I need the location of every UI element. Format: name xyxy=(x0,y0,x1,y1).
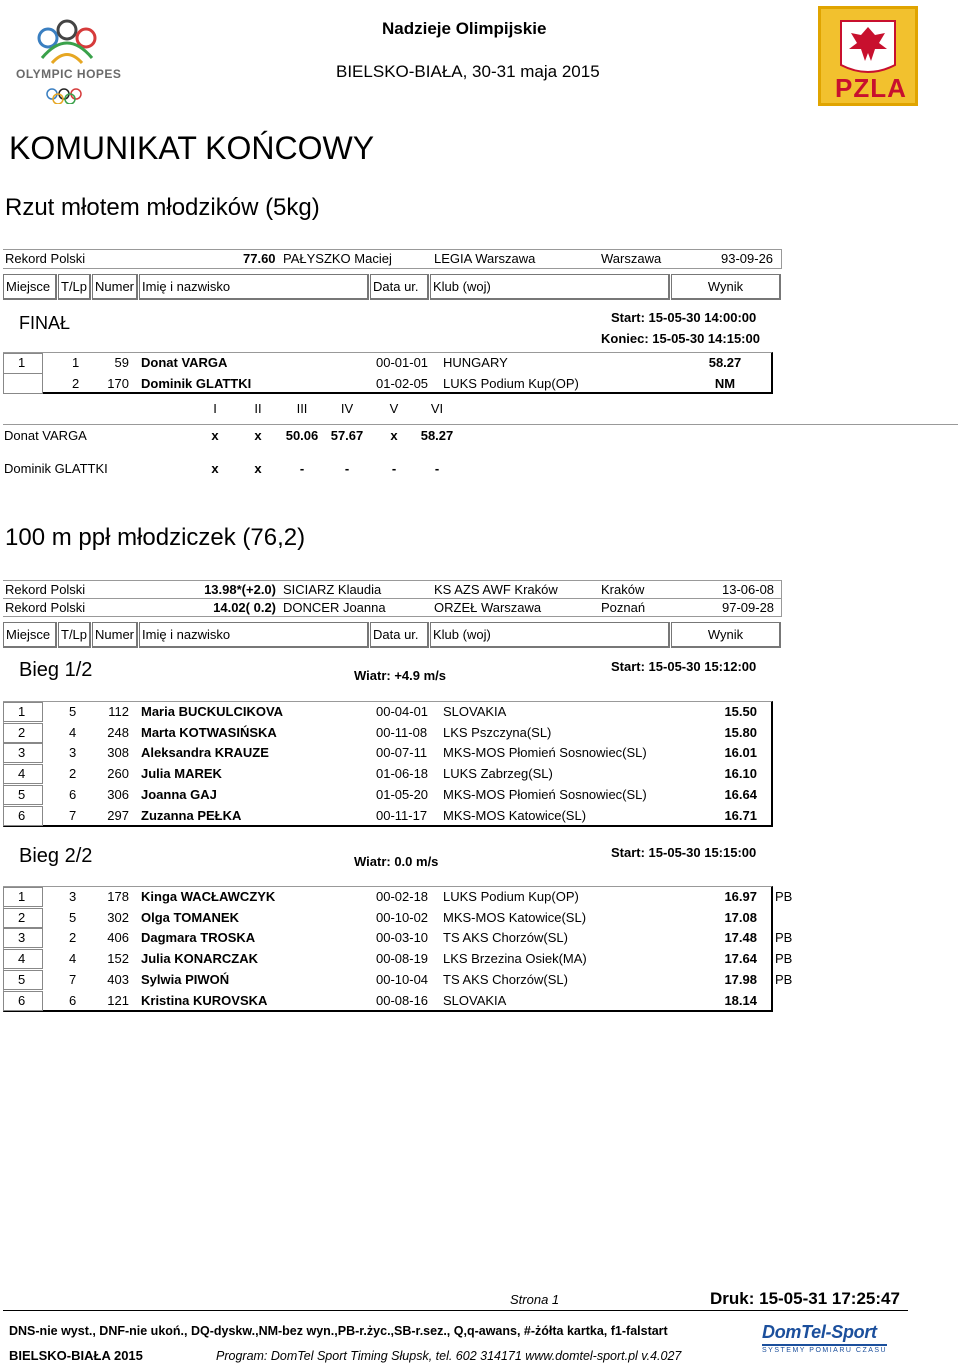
attempt-value: 57.67 xyxy=(330,428,364,443)
record-club: LEGIA Warszawa xyxy=(434,251,536,266)
result-lane: 5 xyxy=(69,909,77,925)
result-place: 5 xyxy=(18,786,26,802)
result-number: 302 xyxy=(107,909,129,925)
result-place: 1 xyxy=(18,355,26,370)
olympic-hopes-emblem-icon xyxy=(12,8,122,104)
result-value: 17.98 xyxy=(724,971,757,987)
col-dob: Data ur. xyxy=(370,274,429,300)
result-dob: 00-07-11 xyxy=(376,745,428,761)
result-club: LKS Pszczyna(SL) xyxy=(443,724,552,740)
result-number: 178 xyxy=(107,889,129,904)
col-place: Miejsce xyxy=(3,274,57,300)
col-number: Numer xyxy=(92,274,138,300)
result-club: TS AKS Chorzów(SL) xyxy=(443,930,568,946)
result-name: Kinga WACŁAWCZYK xyxy=(141,889,276,904)
attempt-header: III xyxy=(296,401,308,416)
result-lane: 6 xyxy=(69,992,77,1008)
result-place: 2 xyxy=(18,724,26,740)
result-number: 59 xyxy=(114,355,129,370)
record-label: Rekord Polski xyxy=(5,251,86,266)
result-club: SLOVAKIA xyxy=(443,992,507,1008)
result-name: Julia KONARCZAK xyxy=(141,951,259,967)
result-value: 16.10 xyxy=(724,766,757,782)
result-dob: 00-11-17 xyxy=(376,807,428,823)
record-club: ORZEŁ Warszawa xyxy=(434,600,542,615)
print-time: Druk: 15-05-31 17:25:47 xyxy=(710,1289,900,1308)
result-number: 170 xyxy=(107,376,129,391)
heat1-start: Start: 15-05-30 15:12:00 xyxy=(611,659,757,674)
attempt-value: - xyxy=(391,461,397,476)
result-dob: 01-06-18 xyxy=(376,766,429,782)
col-name: Imię i nazwisko xyxy=(139,274,369,300)
result-number: 308 xyxy=(107,745,129,761)
result-number: 112 xyxy=(108,704,129,719)
result-number: 260 xyxy=(107,766,129,782)
domtel-brand-sub: SYSTEMY POMIARU CZASU xyxy=(762,1347,888,1354)
attempt-header: II xyxy=(254,401,262,416)
result-dob: 00-03-10 xyxy=(376,930,429,946)
attempt-value: - xyxy=(344,461,350,476)
attempt-header: VI xyxy=(430,401,444,416)
result-place: 6 xyxy=(18,992,26,1008)
result-value: NM xyxy=(714,376,736,391)
record-value: 14.02( 0.2) xyxy=(213,600,276,615)
result-place: 4 xyxy=(18,951,26,967)
result-club: SLOVAKIA xyxy=(443,704,507,719)
result-dob: 00-04-01 xyxy=(376,704,429,719)
result-dob: 00-01-01 xyxy=(376,355,429,370)
result-number: 306 xyxy=(107,786,129,802)
domtel-logo xyxy=(762,1322,887,1354)
result-number: 248 xyxy=(107,724,129,740)
record-name: DONCER Joanna xyxy=(283,600,386,615)
footer-city-year: BIELSKO-BIAŁA 2015 xyxy=(9,1348,143,1363)
result-value: 16.71 xyxy=(724,807,757,823)
result-name: Maria BUCKULCIKOVA xyxy=(141,704,284,719)
result-value: 15.80 xyxy=(724,724,757,740)
result-club: LUKS Podium Kup(OP) xyxy=(443,376,579,391)
result-club: MKS-MOS Katowice(SL) xyxy=(443,909,587,925)
attempt-athlete-name: Donat VARGA xyxy=(4,428,87,443)
attempt-header: IV xyxy=(340,401,354,416)
col-lane: T/Lp xyxy=(58,274,91,300)
record-date: 13-06-08 xyxy=(722,582,775,597)
page-number: Strona 1 xyxy=(510,1292,560,1307)
result-value: 58.27 xyxy=(708,355,742,370)
result-place: 3 xyxy=(18,745,26,761)
result-number: 121 xyxy=(107,992,129,1008)
result-number: 403 xyxy=(107,971,129,987)
result-place: 4 xyxy=(18,766,26,782)
attempt-value: - xyxy=(434,461,440,476)
result-dob: 00-08-16 xyxy=(376,992,429,1008)
record-city: Kraków xyxy=(601,582,645,597)
result-value: 16.64 xyxy=(724,786,757,802)
result-dob: 00-08-19 xyxy=(376,951,429,967)
heat2-wind: Wiatr: 0.0 m/s xyxy=(354,854,439,869)
result-place: 5 xyxy=(18,971,26,987)
pzla-logo-text: PZLA xyxy=(835,73,907,103)
result-dob: 00-11-08 xyxy=(376,724,428,740)
result-note: PB xyxy=(775,930,793,946)
event-place-date: BIELSKO-BIAŁA, 30-31 maja 2015 xyxy=(336,62,600,81)
result-number: 406 xyxy=(107,930,129,946)
result-lane: 4 xyxy=(69,724,77,740)
result-club: LUKS Podium Kup(OP) xyxy=(443,889,579,904)
col-name: Imię i nazwisko xyxy=(139,622,369,648)
result-lane: 2 xyxy=(69,930,77,946)
result-name: Donat VARGA xyxy=(141,355,228,370)
olympic-hopes-logo xyxy=(12,8,122,104)
result-name: Marta KOTWASIŃSKA xyxy=(141,724,277,740)
record-label: Rekord Polski xyxy=(5,600,86,615)
result-name: Zuzanna PEŁKA xyxy=(141,807,242,823)
result-dob: 00-02-18 xyxy=(376,889,429,904)
attempt-value: x xyxy=(211,461,219,476)
result-name: Julia MAREK xyxy=(141,766,222,782)
result-number: 297 xyxy=(107,807,129,823)
attempt-value: 50.06 xyxy=(285,428,319,443)
result-club: TS AKS Chorzów(SL) xyxy=(443,971,568,987)
result-club: LUKS Zabrzeg(SL) xyxy=(443,766,553,782)
attempt-value: - xyxy=(299,461,305,476)
record-date: 93-09-26 xyxy=(721,251,774,266)
result-lane: 4 xyxy=(69,951,77,967)
final-start: Start: 15-05-30 14:00:00 xyxy=(611,310,757,325)
result-value: 17.64 xyxy=(724,951,757,967)
result-name: Sylwia PIWOŃ xyxy=(141,971,230,987)
result-lane: 7 xyxy=(69,807,77,823)
result-lane: 2 xyxy=(72,376,80,391)
record-value: 77.60 xyxy=(243,251,276,266)
result-note: PB xyxy=(775,951,793,967)
attempt-value: x xyxy=(390,428,398,443)
heat1-wind: Wiatr: +4.9 m/s xyxy=(354,668,447,683)
result-name: Dominik GLATTKI xyxy=(141,376,252,391)
result-dob: 00-10-02 xyxy=(376,909,429,925)
domtel-brand: DomTel-Sport xyxy=(762,1322,877,1342)
result-place: 3 xyxy=(18,930,26,946)
heat2-start: Start: 15-05-30 15:15:00 xyxy=(611,845,757,860)
heat1-label: Bieg 1/2 xyxy=(19,659,93,681)
record-city: Warszawa xyxy=(601,251,662,266)
col-result: Wynik xyxy=(671,274,781,300)
col-place: Miejsce xyxy=(3,622,57,648)
footer-program: Program: DomTel Sport Timing Słupsk, tel. 602 314171 www.domtel-sport.pl v.4.027 xyxy=(216,1349,682,1363)
result-name: Joanna GAJ xyxy=(141,786,217,802)
result-value: 16.97 xyxy=(724,889,757,904)
attempt-header: I xyxy=(213,401,217,416)
record-club: KS AZS AWF Kraków xyxy=(434,582,558,597)
result-value: 16.01 xyxy=(724,745,757,761)
result-club: LKS Brzezina Osiek(MA) xyxy=(443,951,587,967)
pzla-logo xyxy=(818,6,918,106)
attempt-value: x xyxy=(254,428,262,443)
footer-legend: DNS-nie wyst., DNF-nie ukoń., DQ-dyskw.,NM-bez wyn.,PB-r.życ.,SB-r.sez., Q,q-awans, #-żółta kartka, f1-falstart xyxy=(9,1324,668,1338)
result-value: 18.14 xyxy=(724,992,757,1008)
heat2-label: Bieg 2/2 xyxy=(19,845,93,867)
col-result: Wynik xyxy=(671,622,781,648)
result-place: 1 xyxy=(18,889,26,904)
col-lane: T/Lp xyxy=(58,622,91,648)
result-lane: 1 xyxy=(72,355,80,370)
result-club: MKS-MOS Płomień Sosnowiec(SL) xyxy=(443,786,647,802)
result-lane: 6 xyxy=(69,786,77,802)
result-value: 17.08 xyxy=(724,909,757,925)
record-name: PAŁYSZKO Maciej xyxy=(283,251,392,266)
result-lane: 3 xyxy=(69,745,77,761)
result-lane: 5 xyxy=(69,704,77,719)
result-club: MKS-MOS Katowice(SL) xyxy=(443,807,587,823)
col-club: Klub (woj) xyxy=(430,274,670,300)
attempt-header: V xyxy=(389,401,399,416)
result-place: 6 xyxy=(18,807,26,823)
result-name: Kristina KUROVSKA xyxy=(141,992,268,1008)
attempt-value: 58.27 xyxy=(420,428,454,443)
result-club: HUNGARY xyxy=(443,355,508,370)
event1-title: Rzut młotem młodzików (5kg) xyxy=(5,194,320,221)
result-lane: 3 xyxy=(69,889,77,904)
result-place: 2 xyxy=(18,909,26,925)
result-lane: 2 xyxy=(69,766,77,782)
result-number: 152 xyxy=(107,951,129,967)
document-title: KOMUNIKAT KOŃCOWY xyxy=(9,130,375,166)
record-label: Rekord Polski xyxy=(5,582,86,597)
result-name: Olga TOMANEK xyxy=(141,909,239,925)
result-name: Dagmara TROSKA xyxy=(141,930,256,946)
result-note: PB xyxy=(775,889,793,904)
event2-title: 100 m ppł młodziczek (76,2) xyxy=(5,524,306,551)
attempt-athlete-name: Dominik GLATTKI xyxy=(4,461,108,476)
col-club: Klub (woj) xyxy=(430,622,670,648)
final-end: Koniec: 15-05-30 14:15:00 xyxy=(601,331,760,346)
result-note: PB xyxy=(775,971,793,987)
attempt-value: x xyxy=(254,461,262,476)
record-city: Poznań xyxy=(601,600,646,615)
result-club: MKS-MOS Płomień Sosnowiec(SL) xyxy=(443,745,647,761)
result-lane: 7 xyxy=(69,971,77,987)
record-value: 13.98*(+2.0) xyxy=(204,582,276,597)
record-date: 97-09-28 xyxy=(722,600,775,615)
record-name: SICIARZ Klaudia xyxy=(283,582,382,597)
olympic-hopes-logo-text: OLYMPIC HOPES xyxy=(16,67,122,81)
result-name: Aleksandra KRAUZE xyxy=(141,745,269,761)
event-title: Nadzieje Olimpijskie xyxy=(382,19,547,38)
attempt-value: x xyxy=(211,428,219,443)
final-label: FINAŁ xyxy=(19,313,71,333)
result-dob: 00-10-04 xyxy=(376,971,429,987)
result-dob: 01-05-20 xyxy=(376,786,429,802)
col-dob: Data ur. xyxy=(370,622,429,648)
result-value: 15.50 xyxy=(724,704,757,719)
result-place: 1 xyxy=(18,704,26,719)
result-dob: 01-02-05 xyxy=(376,376,429,391)
result-value: 17.48 xyxy=(724,930,757,946)
col-number: Numer xyxy=(92,622,138,648)
